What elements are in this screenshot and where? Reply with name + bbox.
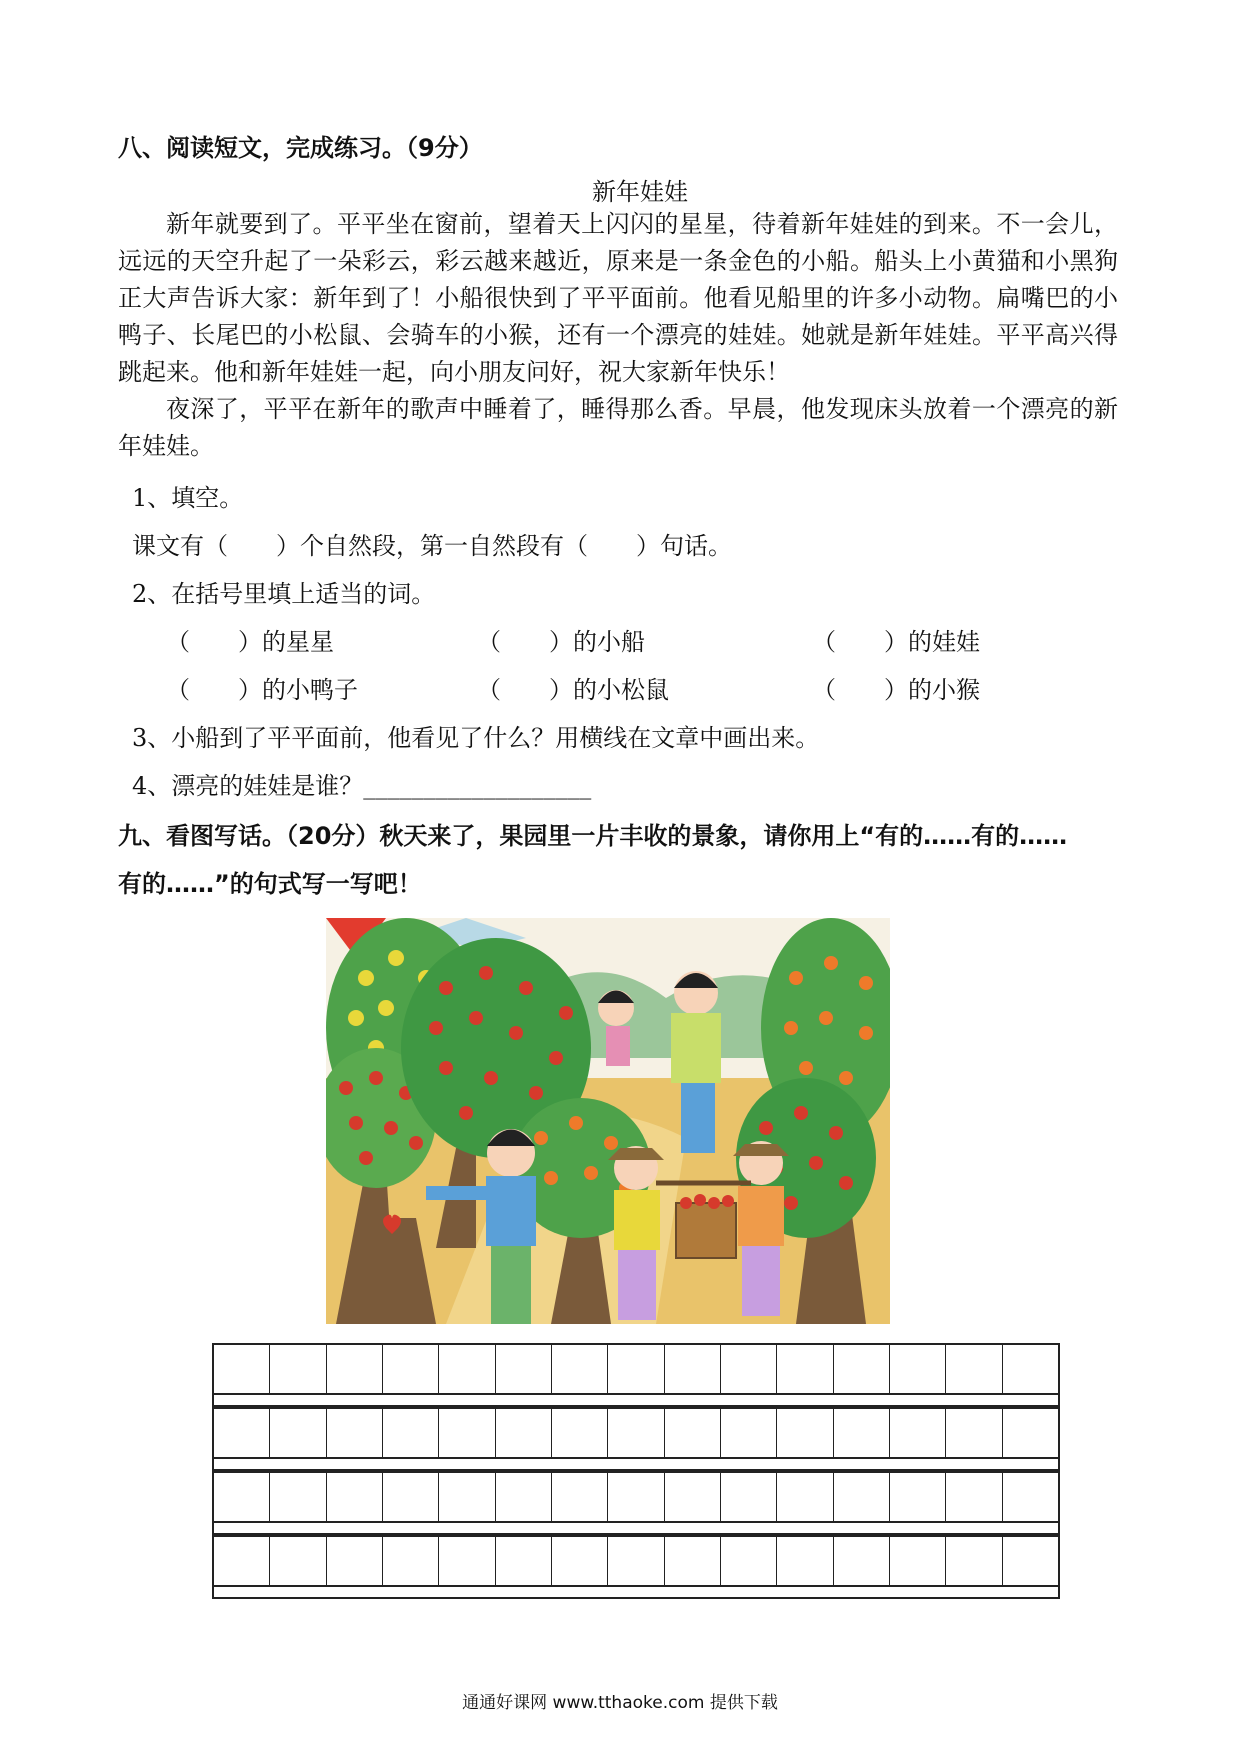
grid-cell[interactable] [439, 1473, 495, 1521]
grid-cell[interactable] [665, 1537, 721, 1585]
grid-cell[interactable] [552, 1537, 608, 1585]
orchard-drawing [326, 918, 890, 1324]
story-title: 新年娃娃 [592, 178, 688, 206]
grid-cell[interactable] [890, 1537, 946, 1585]
grid-cell[interactable] [270, 1345, 326, 1393]
grid-cell[interactable] [777, 1537, 833, 1585]
grid-cell[interactable] [496, 1473, 552, 1521]
grid-cell[interactable] [1003, 1345, 1058, 1393]
writing-grid [212, 1343, 1060, 1599]
section-9-title-line-2: 有的……”的句式写一写吧！ [118, 870, 422, 898]
grid-cell[interactable] [496, 1409, 552, 1457]
q2-item-monkey: （ ）的小猴 [812, 676, 980, 704]
apple-basket [676, 1194, 736, 1258]
grid-gap [212, 1395, 1060, 1407]
grid-cell[interactable] [270, 1409, 326, 1457]
grid-cell[interactable] [946, 1473, 1002, 1521]
grid-cell[interactable] [270, 1473, 326, 1521]
story-paragraph-1: 新年就要到了。平平坐在窗前，望着天上闪闪的星星，待着新年娃娃的到来。不一会儿，远远的天空升起了一朵彩云，彩云越来越近，原来是一条金色的小船。船头上小黄猫和小黑狗正大声告诉大家：新年到了！小船很快到了平平面前。他看见船里的许多小动物。扁嘴巴的小鸭子、长尾巴的小松鼠、会骑车的小猴，还有一个漂亮的娃娃。她就是新年娃娃。平平高兴得跳起来。他和新年娃娃一起，向小朋友问好，祝大家新年快乐！ [118, 210, 1118, 386]
grid-cell[interactable] [721, 1473, 777, 1521]
grid-cell[interactable] [665, 1409, 721, 1457]
grid-cell[interactable] [777, 1345, 833, 1393]
grid-cell[interactable] [721, 1537, 777, 1585]
grid-cell[interactable] [608, 1537, 664, 1585]
section-9-title-line-1: 九、看图写话。（20分）秋天来了，果园里一片丰收的景象，请你用上“有的……有的…… [118, 822, 1068, 850]
grid-cell[interactable] [552, 1409, 608, 1457]
grid-cell[interactable] [383, 1473, 439, 1521]
grid-cell[interactable] [890, 1473, 946, 1521]
grid-cell[interactable] [1003, 1537, 1058, 1585]
question-1-label: 1、填空。 [132, 484, 244, 512]
grid-row [212, 1407, 1060, 1459]
q2-item-boat: （ ）的小船 [477, 628, 645, 656]
grid-cell[interactable] [327, 1473, 383, 1521]
grid-cell[interactable] [608, 1345, 664, 1393]
q2-item-squirrel: （ ）的小松鼠 [477, 676, 669, 704]
grid-row [212, 1343, 1060, 1395]
grid-cell[interactable] [608, 1409, 664, 1457]
question-3-text: 3、小船到了平平面前，他看见了什么？用横线在文章中画出来。 [132, 724, 820, 752]
grid-cell[interactable] [439, 1409, 495, 1457]
grid-cell[interactable] [439, 1537, 495, 1585]
grid-cell[interactable] [834, 1473, 890, 1521]
grid-cell[interactable] [890, 1345, 946, 1393]
grid-cell[interactable] [665, 1345, 721, 1393]
grid-row [212, 1471, 1060, 1523]
q2-item-doll: （ ）的娃娃 [812, 628, 980, 656]
story-paragraph-2: 夜深了，平平在新年的歌声中睡着了，睡得那么香。早晨，他发现床头放着一个漂亮的新年娃娃。 [118, 395, 1118, 460]
grid-cell[interactable] [214, 1473, 270, 1521]
question-4-text: 4、漂亮的娃娃是谁？___________________ [132, 772, 592, 800]
q2-item-stars: （ ）的星星 [166, 628, 334, 656]
grid-cell[interactable] [214, 1345, 270, 1393]
grid-row [212, 1535, 1060, 1587]
grid-gap [212, 1587, 1060, 1599]
grid-cell[interactable] [496, 1537, 552, 1585]
grid-cell[interactable] [552, 1345, 608, 1393]
grid-gap [212, 1459, 1060, 1471]
grid-cell[interactable] [665, 1473, 721, 1521]
grid-cell[interactable] [721, 1409, 777, 1457]
grid-cell[interactable] [946, 1409, 1002, 1457]
grid-gap [212, 1523, 1060, 1535]
grid-cell[interactable] [270, 1537, 326, 1585]
grid-cell[interactable] [721, 1345, 777, 1393]
grid-cell[interactable] [496, 1345, 552, 1393]
grid-cell[interactable] [214, 1409, 270, 1457]
grid-cell[interactable] [383, 1409, 439, 1457]
grid-cell[interactable] [608, 1473, 664, 1521]
grid-cell[interactable] [777, 1473, 833, 1521]
question-1-text: 课文有（ ）个自然段，第一自然段有（ ）句话。 [132, 532, 732, 560]
grid-cell[interactable] [777, 1409, 833, 1457]
section-8-title: 八、阅读短文，完成练习。（9分） [118, 134, 483, 162]
q2-item-duck: （ ）的小鸭子 [166, 676, 358, 704]
grid-cell[interactable] [327, 1537, 383, 1585]
question-2-label: 2、在括号里填上适当的词。 [132, 580, 436, 608]
grid-cell[interactable] [552, 1473, 608, 1521]
grid-cell[interactable] [214, 1537, 270, 1585]
grid-cell[interactable] [890, 1409, 946, 1457]
grid-cell[interactable] [834, 1409, 890, 1457]
grid-cell[interactable] [834, 1537, 890, 1585]
grid-cell[interactable] [327, 1409, 383, 1457]
grid-cell[interactable] [383, 1537, 439, 1585]
grid-cell[interactable] [1003, 1409, 1058, 1457]
grid-cell[interactable] [327, 1345, 383, 1393]
grid-cell[interactable] [834, 1345, 890, 1393]
grid-cell[interactable] [946, 1537, 1002, 1585]
grid-cell[interactable] [1003, 1473, 1058, 1521]
grid-cell[interactable] [946, 1345, 1002, 1393]
grid-cell[interactable] [383, 1345, 439, 1393]
grid-cell[interactable] [439, 1345, 495, 1393]
footer-text: 通通好课网 www.tthaoke.com 提供下载 [462, 1693, 778, 1713]
